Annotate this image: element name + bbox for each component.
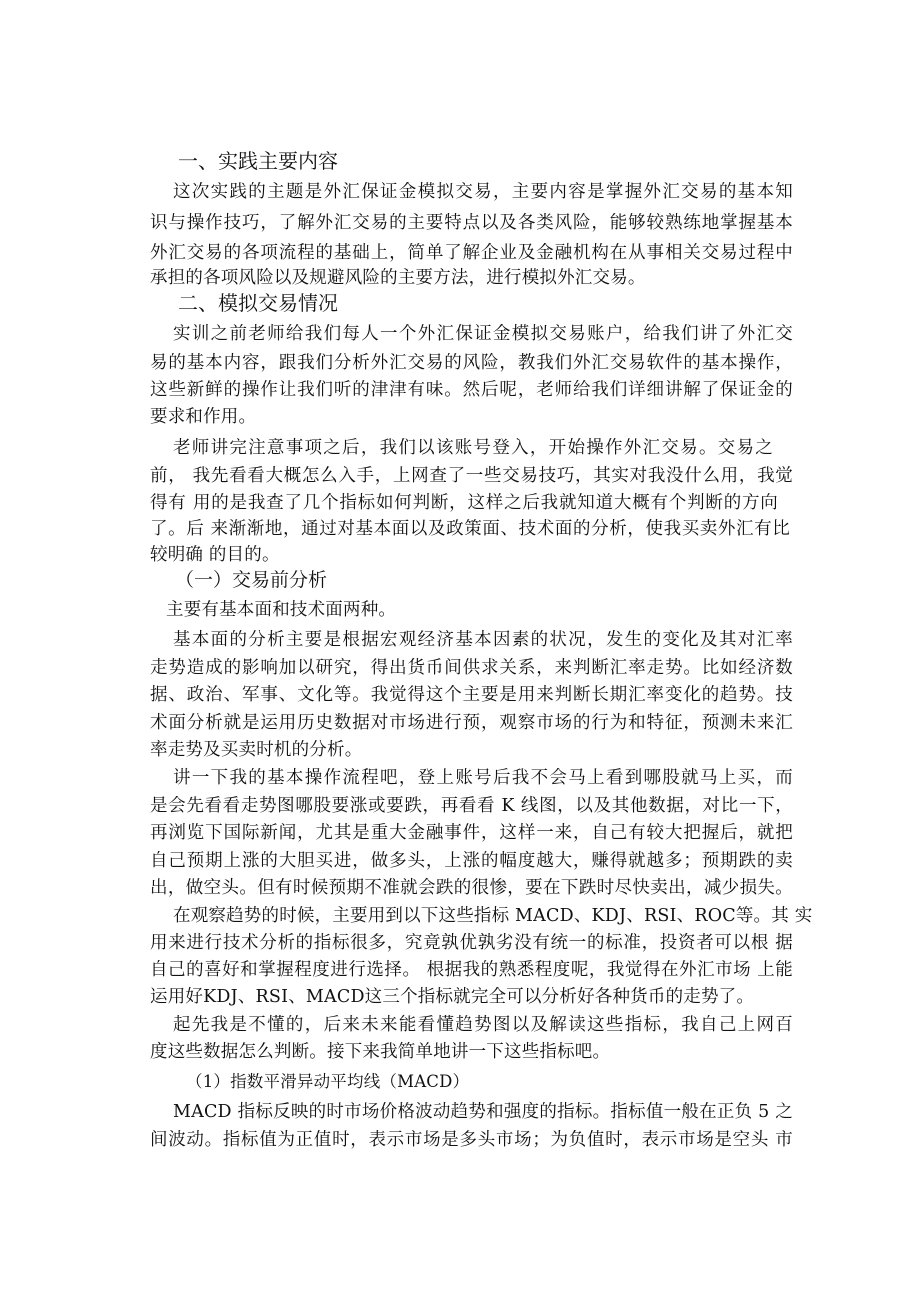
section-2-p2-line-3: 得有 用的是我查了几个指标如何判断，这样之后我就知道大概有个判断的方向 [150, 493, 778, 513]
subsection-1-p1-line-4: 术面分析就是运用历史数据对市场进行预，观察市场的行为和特征，预测未来汇 [150, 713, 793, 733]
macd-title: （1）指数平滑异动平均线（MACD） [186, 1072, 470, 1091]
section-1-line-3: 外汇交易的各项流程的基础上，简单了解企业及金融机构在从事相关交易过程中 [150, 243, 793, 263]
section-2-p1-line-4: 要求和作用。 [150, 407, 257, 427]
section-2-p1-line-3: 这些新鲜的操作让我们听的津津有味。然后呢，老师给我们详细讲解了保证金的 [150, 380, 793, 400]
section-2-p2-line-2: 前， 我先看看大概怎么入手，上网查了一些交易技巧，其实对我没什么用，我觉 [150, 466, 793, 486]
subsection-1-p3-line-1: 在观察趋势的时候，主要用到以下这些指标 MACD、KDJ、RSI、ROC等。其 实 [173, 906, 813, 926]
subsection-1-p2-line-3: 再浏览下国际新闻，尤其是重大金融事件，这样一来，自己有较大把握后，就把 [150, 823, 793, 843]
section-2-p1-line-1: 实训之前老师给我们每人一个外汇保证金模拟交易账户，给我们讲了外汇交 [173, 324, 793, 344]
subsection-1-p1-line-5: 率走势及买卖时机的分析。 [150, 740, 363, 760]
macd-line-2: 间波动。指标值为正值时，表示市场是多头市场；为负值时，表示市场是空头 市 [150, 1130, 793, 1150]
subsection-1-p4-line-2: 度这些数据怎么判断。接下来我简单地讲一下这些指标吧。 [150, 1042, 611, 1062]
section-2-p2-line-1: 老师讲完注意事项之后，我们以该账号登入，开始操作外汇交易。交易之 [173, 438, 773, 458]
subsection-1-title: （一）交易前分析 [175, 569, 328, 591]
subsection-1-p1-line-1: 基本面的分析主要是根据宏观经济基本因素的状况，发生的变化及其对汇率 [173, 630, 793, 650]
subsection-1-p2-line-4: 自己预期上涨的大胆买进，做多头，上涨的幅度越大，赚得就越多；预期跌的卖 [150, 851, 793, 871]
section-1-title: 一、实践主要内容 [178, 149, 338, 173]
subsection-1-p4-line-1: 起先我是不懂的，后来未来能看懂趋势图以及解读这些指标，我自己上网百 [173, 1015, 793, 1035]
section-1-line-4: 承担的各项风险以及规避风险的主要方法，进行模拟外汇交易。 [150, 268, 646, 288]
section-2-p2-line-5: 较明确 的目的。 [150, 545, 280, 565]
section-2-p2-line-4: 了。后 来渐渐地，通过对基本面以及政策面、技术面的分析，使我买卖外汇有比 [150, 519, 790, 539]
subsection-1-p2-line-2: 是会先看看走势图哪股要涨或要跌，再看看 K 线图，以及其他数据，对比一下， [150, 796, 793, 816]
section-1-line-1: 这次实践的主题是外汇保证金模拟交易，主要内容是掌握外汇交易的基本知 [173, 182, 793, 202]
section-2-title: 二、模拟交易情况 [178, 291, 338, 315]
subsection-1-p2-line-5: 出，做空头。但有时候预期不准就会跌的很惨，要在下跌时尽快卖出，减少损失。 [150, 878, 793, 898]
subsection-1-p2-line-1: 讲一下我的基本操作流程吧，登上账号后我不会马上看到哪股就马上买，而 [173, 768, 793, 788]
section-1-line-2: 识与操作技巧，了解外汇交易的主要特点以及各类风险，能够较熟练地掌握基本 [150, 213, 793, 233]
macd-line-1: MACD 指标反映的时市场价格波动趋势和强度的指标。指标值一般在正负 5 之 [173, 1102, 793, 1122]
subsection-1-lead: 主要有基本面和技术面两种。 [166, 600, 397, 620]
subsection-1-p1-line-3: 据、政治、军事、文化等。我觉得这个主要是用来判断长期汇率变化的趋势。技 [150, 685, 793, 705]
subsection-1-p3-line-4: 运用好KDJ、RSI、MACD这三个指标就完全可以分析好各种货币的走势了。 [150, 987, 755, 1007]
section-2-p1-line-2: 易的基本内容，跟我们分析外汇交易的风险，教我们外汇交易软件的基本操作， [150, 353, 793, 373]
subsection-1-p3-line-2: 用来进行技术分析的指标很多，究竟孰优孰劣没有统一的标准，投资者可以根 据 [150, 933, 793, 953]
subsection-1-p1-line-2: 走势造成的影响加以研究，得出货币间供求关系，来判断汇率走势。比如经济数 [150, 658, 793, 678]
subsection-1-p3-line-3: 自己的喜好和掌握程度进行选择。 根据我的熟悉程度呢，我觉得在外汇市场 上能 [150, 960, 793, 980]
